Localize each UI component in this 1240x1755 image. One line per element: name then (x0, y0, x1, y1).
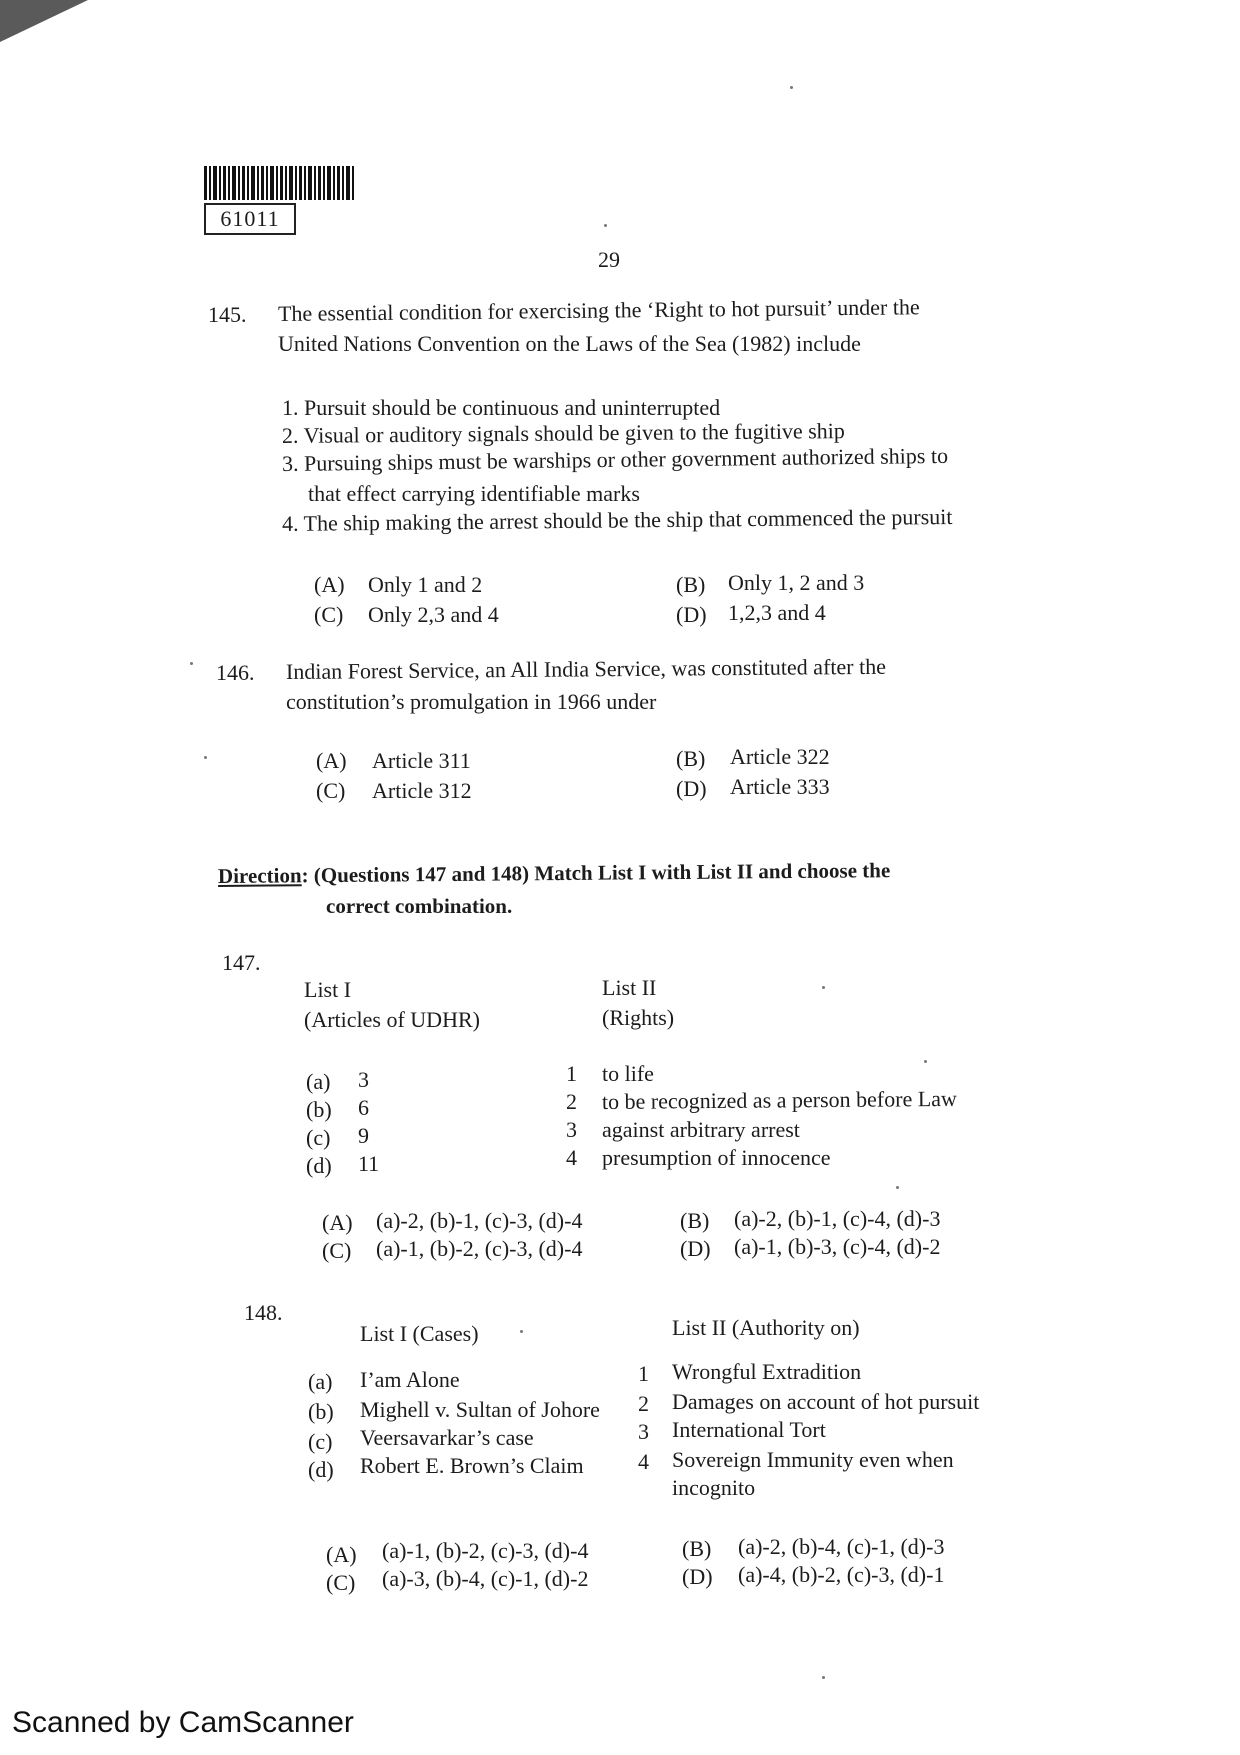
question-number: 145. (208, 302, 247, 327)
scan-speck (822, 1676, 825, 1679)
option-letter: (D) (676, 776, 707, 801)
option-text: Only 2,3 and 4 (368, 602, 499, 627)
list2-title: List II (Authority on) (672, 1315, 860, 1340)
list1-value: Robert E. Brown’s Claim (360, 1453, 584, 1478)
list2-value: presumption of innocence (602, 1145, 831, 1170)
list1-value: Mighell v. Sultan of Johore (360, 1397, 600, 1422)
scan-speck (190, 662, 193, 665)
paper-code-box: 61011 (204, 203, 296, 235)
list2-key: 4 (566, 1145, 577, 1170)
direction-label: Direction (217, 863, 302, 888)
scan-speck (604, 224, 607, 227)
list1-key: (b) (306, 1097, 332, 1122)
option-letter: (B) (676, 746, 706, 771)
option-text: (a)-2, (b)-1, (c)-3, (d)-4 (376, 1208, 583, 1233)
option-text: Only 1, 2 and 3 (728, 570, 865, 595)
option-text: Article 322 (730, 744, 830, 769)
option-letter: (A) (326, 1542, 357, 1567)
option-letter: (D) (680, 1236, 711, 1261)
list1-key: (d) (308, 1457, 334, 1482)
list2-title: List II (602, 975, 657, 1000)
list1-value: 11 (358, 1151, 380, 1176)
list2-key: 2 (566, 1089, 577, 1114)
option-letter: (C) (314, 602, 344, 627)
list1-title: List I (Cases) (360, 1321, 479, 1346)
statement-item: 3. Pursuing ships must be warships or other government authorized ships to (281, 442, 949, 476)
list2-value: International Tort (672, 1417, 826, 1442)
statement-item: 4. The ship making the arrest should be the ship that commenced the pursuit (281, 503, 953, 536)
option-text: (a)-1, (b)-2, (c)-3, (d)-4 (376, 1236, 583, 1261)
list1-value: 3 (358, 1067, 369, 1092)
option-text: (a)-1, (b)-2, (c)-3, (d)-4 (382, 1538, 589, 1563)
scan-corner-shadow (0, 0, 88, 42)
camscanner-watermark: Scanned by CamScanner (12, 1706, 354, 1739)
list1-key: (b) (308, 1399, 334, 1424)
list2-value: against arbitrary arrest (602, 1117, 800, 1142)
page-number: 29 (598, 247, 620, 272)
option-text: Only 1 and 2 (368, 572, 483, 597)
list1-title: List I (304, 977, 352, 1002)
option-letter: (D) (682, 1564, 713, 1589)
list1-subtitle: (Articles of UDHR) (304, 1007, 480, 1032)
list2-key: 4 (638, 1449, 649, 1474)
scan-speck (896, 1186, 899, 1189)
barcode-image (204, 166, 364, 200)
list1-key: (a) (306, 1069, 331, 1094)
direction-line: correct combination. (326, 894, 513, 918)
list2-subtitle: (Rights) (602, 1005, 675, 1030)
list2-value: to life (602, 1061, 654, 1086)
option-letter: (C) (326, 1570, 356, 1595)
question-number: 146. (216, 660, 255, 685)
option-letter: (C) (322, 1238, 352, 1263)
list2-value: to be recognized as a person before Law (601, 1085, 957, 1114)
statement-item: 2. Visual or auditory signals should be given to the fugitive ship (281, 418, 845, 448)
list2-value: Wrongful Extradition (672, 1359, 862, 1384)
list1-value: Veersavarkar’s case (360, 1425, 534, 1450)
question-stem-line: constitution’s promulgation in 1966 under (286, 689, 657, 714)
list2-key: 3 (566, 1117, 577, 1142)
option-text: (a)-1, (b)-3, (c)-4, (d)-2 (734, 1234, 941, 1259)
direction-text: : (Questions 147 and 148) Match List I with List II and choose the (301, 858, 891, 888)
question-number: 148. (244, 1300, 283, 1325)
list2-key: 1 (638, 1361, 649, 1386)
list1-key: (c) (306, 1125, 331, 1150)
option-letter: (B) (682, 1536, 712, 1561)
option-text: (a)-2, (b)-4, (c)-1, (d)-3 (738, 1534, 945, 1559)
question-stem-line: The essential condition for exercising the ‘Right to hot pursuit’ under the (277, 294, 920, 326)
list2-key: 1 (566, 1061, 577, 1086)
list1-key: (a) (308, 1369, 333, 1394)
scan-speck (520, 1330, 523, 1333)
option-text: Article 312 (372, 778, 472, 803)
option-text: 1,2,3 and 4 (728, 600, 826, 625)
statement-item: that effect carrying identifiable marks (308, 481, 640, 506)
option-letter: (A) (316, 748, 347, 773)
scan-speck (790, 86, 793, 89)
option-text: (a)-3, (b)-4, (c)-1, (d)-2 (382, 1566, 589, 1591)
question-stem-line: United Nations Convention on the Laws of the Sea (1982) include (278, 331, 861, 356)
option-text: Article 333 (730, 774, 830, 799)
list2-key: 3 (638, 1419, 649, 1444)
option-text: (a)-2, (b)-1, (c)-4, (d)-3 (734, 1206, 941, 1231)
list1-value: 6 (358, 1095, 369, 1120)
list1-value: 9 (358, 1123, 369, 1148)
option-letter: (A) (322, 1210, 353, 1235)
option-letter: (B) (676, 572, 706, 597)
list2-value: Sovereign Immunity even when (672, 1447, 954, 1472)
list2-value: incognito (672, 1475, 756, 1500)
direction-line (218, 858, 890, 889)
question-number: 147. (222, 950, 261, 975)
list1-key: (c) (308, 1429, 333, 1454)
option-letter: (B) (680, 1208, 710, 1233)
option-text: (a)-4, (b)-2, (c)-3, (d)-1 (738, 1562, 945, 1587)
scan-speck (822, 986, 825, 989)
list2-value: Damages on account of hot pursuit (672, 1389, 980, 1414)
option-letter: (A) (314, 572, 345, 597)
option-letter: (C) (316, 778, 346, 803)
question-stem-line: Indian Forest Service, an All India Service, was constituted after the (285, 653, 887, 684)
list1-key: (d) (306, 1153, 332, 1178)
list2-key: 2 (638, 1391, 649, 1416)
option-text: Article 311 (372, 748, 471, 773)
scan-speck (204, 756, 207, 759)
option-letter: (D) (676, 602, 707, 627)
statement-item: 1. Pursuit should be continuous and uninterrupted (282, 395, 721, 420)
list1-value: I’am Alone (360, 1367, 460, 1392)
scan-speck (924, 1060, 927, 1063)
